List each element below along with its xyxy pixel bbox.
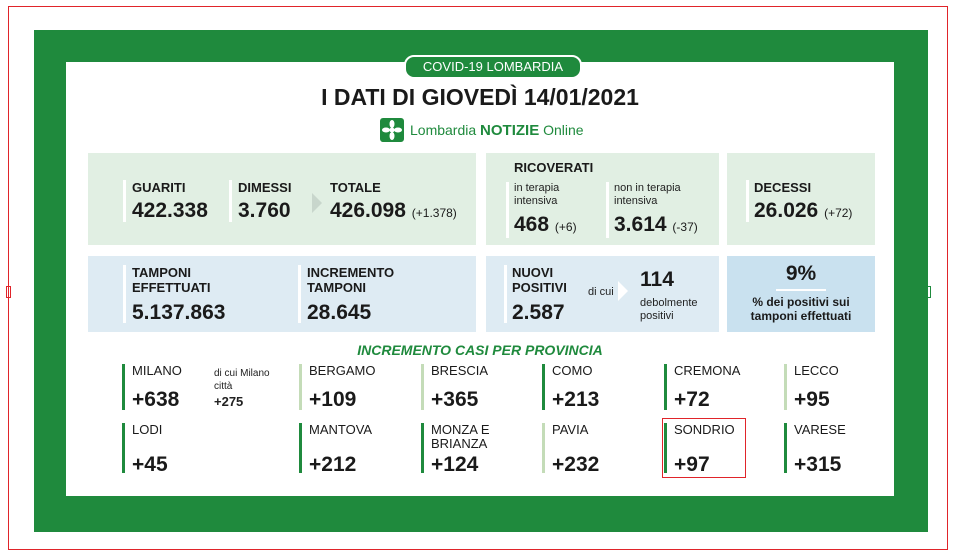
province-name: PAVIA xyxy=(552,422,589,437)
brand-online: Online xyxy=(543,121,584,138)
decessi-label: DECESSI xyxy=(754,180,812,195)
province-value: +72 xyxy=(674,388,710,411)
province-name: MONZA E BRIANZA xyxy=(431,422,490,451)
province-bar xyxy=(122,423,125,473)
province-lecco xyxy=(784,364,894,416)
guariti-value: 422.338 xyxy=(132,199,208,222)
province-bergamo xyxy=(299,364,409,416)
milano-city-note: di cui Milano città xyxy=(214,368,270,392)
province-bar xyxy=(784,423,787,473)
nti-bar xyxy=(606,182,609,238)
province-mantova xyxy=(299,423,409,475)
province-cremona xyxy=(664,364,774,416)
brand-logo-row xyxy=(380,118,584,142)
province-bar xyxy=(299,423,302,473)
incremento-value: 28.645 xyxy=(307,301,372,324)
province-bar xyxy=(421,423,424,473)
province-name: SONDRIO xyxy=(674,422,735,437)
guariti-bar xyxy=(123,180,126,222)
brand-text xyxy=(410,122,584,139)
totale-label: TOTALE xyxy=(330,180,381,195)
province-name: LECCO xyxy=(794,363,839,378)
incremento-label: INCREMENTO TAMPONI xyxy=(307,265,395,295)
province-name: MILANO xyxy=(132,363,182,378)
sondrio-highlight-box xyxy=(662,418,746,478)
nuovi-label: NUOVI POSITIVI xyxy=(512,265,567,295)
decessi-value xyxy=(754,199,852,223)
nti-number: 3.614 xyxy=(614,213,667,236)
province-pavia xyxy=(542,423,652,475)
province-varese xyxy=(784,423,894,475)
province-value: +365 xyxy=(431,388,479,411)
arrow-icon-2 xyxy=(618,281,628,301)
province-name: COMO xyxy=(552,363,593,378)
totale-value xyxy=(330,199,457,223)
percent-value: 9% xyxy=(785,262,817,285)
incremento-bar xyxy=(298,265,301,323)
ti-number: 468 xyxy=(514,213,550,236)
milano-city-value: +275 xyxy=(214,394,244,409)
province-bar xyxy=(664,364,667,410)
page-title: I DATI DI GIOVEDÌ 14/01/2021 xyxy=(321,84,639,110)
province-name: LODI xyxy=(132,422,163,437)
province-value: +124 xyxy=(431,453,479,476)
province-como xyxy=(542,364,652,416)
province-bar xyxy=(299,364,302,410)
tamponi-bar xyxy=(123,265,126,323)
province-monza-e-brianza xyxy=(421,423,531,475)
province-name: VARESE xyxy=(794,422,846,437)
province-name: BRESCIA xyxy=(431,363,489,378)
province-value: +315 xyxy=(794,453,842,476)
guariti-label: GUARITI xyxy=(132,180,186,195)
province-value: +95 xyxy=(794,388,830,411)
nti-label: non in terapia intensiva xyxy=(614,182,681,207)
arrow-icon xyxy=(312,193,322,213)
province-bar xyxy=(542,423,545,473)
ricoverati-label: RICOVERATI xyxy=(514,160,594,175)
brand-name: Lombardia xyxy=(410,121,477,138)
dimessi-label: DIMESSI xyxy=(238,180,292,195)
province-bar xyxy=(122,364,125,410)
province-value: +638 xyxy=(132,388,180,411)
tamponi-label: TAMPONI EFFETTUATI xyxy=(132,265,211,295)
province-bar xyxy=(421,364,424,410)
province-bar xyxy=(784,364,787,410)
deboli-label: debolmente positivi xyxy=(640,297,698,322)
decessi-delta: (+72) xyxy=(824,206,853,220)
province-title: INCREMENTO CASI PER PROVINCIA xyxy=(357,342,603,358)
deboli-value: 114 xyxy=(640,268,674,291)
ti-bar xyxy=(506,182,509,238)
province-lodi xyxy=(122,423,232,475)
decessi-bar xyxy=(746,180,749,222)
topic-pill: COVID-19 LOMBARDIA xyxy=(404,55,582,79)
left-edge-mark xyxy=(6,286,11,298)
province-value: +97 xyxy=(674,453,710,476)
lombardia-rose-icon xyxy=(380,118,404,142)
ti-value xyxy=(514,213,577,237)
province-value: +45 xyxy=(132,453,168,476)
nuovi-dicui: di cui xyxy=(588,286,614,298)
province-value: +212 xyxy=(309,453,357,476)
nti-delta: (-37) xyxy=(672,220,698,234)
province-milano xyxy=(122,363,270,416)
nuovi-value: 2.587 xyxy=(512,301,565,324)
province-name: MANTOVA xyxy=(309,422,373,437)
province-brescia xyxy=(421,364,531,416)
province-bar xyxy=(542,364,545,410)
totale-number: 426.098 xyxy=(330,199,406,222)
nuovi-bar xyxy=(504,265,507,323)
province-name: BERGAMO xyxy=(309,363,376,378)
ti-label: in terapia intensiva xyxy=(514,182,560,207)
totale-delta: (+1.378) xyxy=(411,206,457,220)
dimessi-bar xyxy=(229,180,232,222)
province-name: CREMONA xyxy=(674,363,741,378)
brand-notizie: NOTIZIE xyxy=(480,121,540,139)
tamponi-value: 5.137.863 xyxy=(132,301,226,324)
percent-divider xyxy=(776,289,826,291)
province-value: +213 xyxy=(552,388,600,411)
ti-delta: (+6) xyxy=(554,220,577,234)
decessi-number: 26.026 xyxy=(754,199,819,222)
dimessi-value: 3.760 xyxy=(238,199,291,222)
province-value: +109 xyxy=(309,388,357,411)
percent-label: % dei positivi sui tamponi effettuati xyxy=(750,295,852,323)
province-value: +232 xyxy=(552,453,600,476)
nti-value xyxy=(614,213,698,237)
